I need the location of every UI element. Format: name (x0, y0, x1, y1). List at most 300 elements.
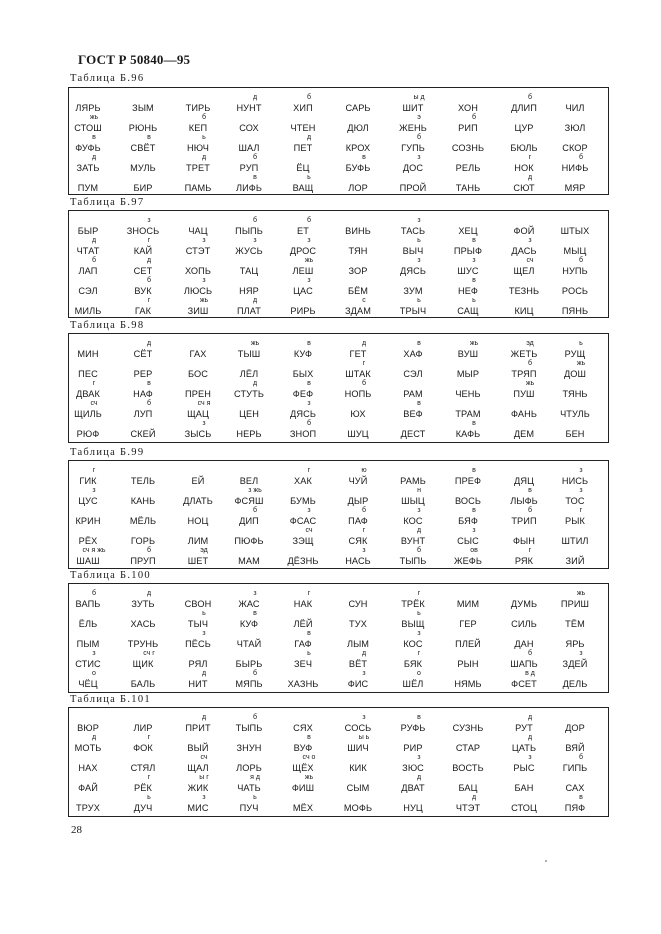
pronunciation-mark: в (92, 134, 96, 141)
word-cell: ТЫШ (237, 349, 261, 359)
pronunciation-mark: б (146, 547, 152, 554)
word-cell: БЯК (403, 659, 423, 669)
word-cell: ШУЦ (347, 429, 369, 439)
word-cell: БЕН (565, 429, 585, 439)
pronunciation-mark: г (417, 590, 421, 597)
pronunciation-mark: з (472, 527, 476, 534)
pronunciation-mark: жь (250, 340, 260, 347)
table-label: Таблица Б.97 (70, 197, 145, 208)
word-cell: ЩИК (132, 659, 154, 669)
word-cell: ЧТАТ (76, 246, 100, 256)
pronunciation-mark: з (528, 237, 532, 244)
word-cell: КАНЬ (130, 496, 156, 506)
word-cell: ЦУР (514, 123, 534, 133)
word-table (68, 210, 609, 318)
word-cell: ТЕЗНЬ (508, 286, 540, 296)
pronunciation-mark: з (417, 754, 421, 761)
pronunciation-mark: б (527, 94, 533, 101)
pronunciation-mark: б (252, 670, 258, 677)
word-cell: РЫН (457, 659, 479, 669)
word-cell: ЩАЦ (187, 409, 209, 419)
pronunciation-mark: д (201, 154, 207, 161)
word-cell: ЗУМ (403, 286, 423, 296)
word-table (68, 707, 609, 817)
pronunciation-mark: б (306, 420, 312, 427)
word-cell: НЮЧ (186, 143, 210, 153)
word-cell: ДЛАТЬ (183, 496, 213, 506)
word-cell: ЩЁХ (292, 763, 314, 773)
pronunciation-mark: г (579, 507, 583, 514)
word-cell: ЗИШ (187, 306, 209, 316)
word-cell: ШТЫХ (560, 226, 590, 236)
pronunciation-mark: ь (253, 794, 257, 801)
word-cell: МЯПЬ (235, 679, 263, 689)
word-cell: ШТИЛ (561, 536, 589, 546)
word-cell: РУП (239, 163, 259, 173)
pronunciation-mark: з (202, 420, 206, 427)
pronunciation-mark: б (527, 507, 533, 514)
word-cell: ФУФЬ (75, 143, 101, 153)
pronunciation-mark: д (527, 714, 533, 721)
word-cell: ВИНЬ (345, 226, 371, 236)
pronunciation-mark: б (416, 134, 422, 141)
pronunciation-mark: з (202, 630, 206, 637)
word-cell: ЗНОП (289, 429, 317, 439)
word-cell: МАМ (238, 556, 260, 566)
word-cell: САРЬ (345, 103, 371, 113)
word-cell: МИМ (456, 599, 480, 609)
word-cell: ЖАС (238, 599, 260, 609)
pronunciation-mark: з (307, 400, 311, 407)
word-cell: ЛОРЬ (236, 763, 262, 773)
word-cell: СИЛЬ (511, 619, 537, 629)
pronunciation-mark: б (578, 754, 584, 761)
word-cell: МЯР (564, 183, 586, 193)
word-cell: ЗДЕЙ (562, 659, 588, 669)
word-cell: ХЕЦ (458, 226, 478, 236)
word-cell: ЦАС (293, 286, 313, 296)
word-cell: ПРЕФ (454, 476, 482, 486)
word-cell: БУФЬ (345, 163, 371, 173)
word-cell: ДЮЛ (347, 123, 369, 133)
pronunciation-mark: я д (250, 774, 260, 781)
pronunciation-mark: з (579, 650, 583, 657)
pronunciation-mark: в (147, 380, 151, 387)
pronunciation-mark: жь (525, 380, 535, 387)
word-cell: ЗЮС (402, 763, 424, 773)
pronunciation-mark: б (578, 257, 584, 264)
word-cell: ПАМЬ (184, 183, 212, 193)
word-cell: НОК (514, 163, 534, 173)
word-cell: СКЕЙ (130, 429, 156, 439)
pronunciation-mark: в (307, 630, 311, 637)
word-cell: ДВАТ (401, 783, 425, 793)
pronunciation-mark: д (91, 154, 97, 161)
table-label: Таблица Б.101 (70, 694, 151, 705)
pronunciation-mark: г (147, 734, 151, 741)
word-cell: ВАПЬ (75, 599, 101, 609)
pronunciation-mark: ь (147, 794, 151, 801)
word-cell: ДУМЬ (510, 599, 538, 609)
pronunciation-mark: г (362, 527, 366, 534)
pronunciation-mark: г (147, 774, 151, 781)
word-cell: ТОС (565, 496, 585, 506)
pronunciation-mark: эд (526, 340, 534, 347)
pronunciation-mark: д (146, 340, 152, 347)
pronunciation-mark: жь (576, 590, 586, 597)
word-cell: СЭЛ (403, 369, 423, 379)
word-cell: ЁЛЬ (78, 619, 98, 629)
word-cell: НАФ (133, 389, 153, 399)
word-cell: ТРЁК (401, 599, 425, 609)
word-cell: ШАЛ (238, 143, 260, 153)
pronunciation-mark: б (91, 590, 97, 597)
word-cell: ГАХ (189, 349, 207, 359)
word-cell: ПЛАТ (236, 306, 262, 316)
word-cell: БАН (514, 783, 534, 793)
word-cell: ЛИФЬ (235, 183, 263, 193)
word-cell: ЧАЦ (188, 226, 208, 236)
pronunciation-mark: з (417, 507, 421, 514)
word-cell: ПРУП (130, 556, 156, 566)
word-cell: ЗУТЬ (131, 599, 155, 609)
word-cell: ЛАП (78, 266, 98, 276)
word-cell: ЧТЭТ (455, 803, 481, 813)
pronunciation-mark: жь (199, 297, 209, 304)
word-cell: СЮТ (513, 183, 535, 193)
word-cell: ЖЕФЬ (453, 556, 483, 566)
word-cell: ДЕСТ (400, 429, 426, 439)
pronunciation-mark: ь (472, 297, 476, 304)
pronunciation-mark: з (202, 794, 206, 801)
pronunciation-mark: д (91, 237, 97, 244)
word-cell: РУЩ (564, 349, 586, 359)
word-cell: ЁЦ (296, 163, 310, 173)
word-cell: СТИС (75, 659, 101, 669)
word-cell: КЕП (188, 123, 208, 133)
pronunciation-mark: д (201, 670, 207, 677)
word-cell: ТИРЬ (185, 103, 211, 113)
pronunciation-mark: сч я жь (82, 547, 106, 554)
word-cell: ЗАТЬ (76, 163, 100, 173)
word-cell: ВЫЩ (401, 619, 425, 629)
word-cell: ЛЫМ (346, 639, 370, 649)
pronunciation-mark: з (528, 754, 532, 761)
word-cell: ГИПЬ (562, 763, 588, 773)
word-cell: ЧТЕН (290, 123, 316, 133)
word-cell: ЦАТЬ (511, 743, 537, 753)
word-cell: БЯФ (458, 516, 478, 526)
word-cell: ДАН (514, 639, 534, 649)
word-cell: ВУК (134, 286, 152, 296)
word-cell: ГЕР (459, 619, 477, 629)
word-cell: СВЁТ (130, 143, 156, 153)
word-cell: ЗЫСЬ (184, 429, 212, 439)
pronunciation-mark: в (472, 467, 476, 474)
word-cell: ТРЯП (511, 369, 537, 379)
pronunciation-mark: г (307, 590, 311, 597)
word-cell: ДОР (565, 723, 585, 733)
word-cell: РАМЬ (400, 476, 426, 486)
pronunciation-mark: в (253, 174, 257, 181)
word-cell: ГАФ (294, 639, 312, 649)
word-cell: ФСАС (289, 516, 317, 526)
word-cell: ФОЙ (513, 226, 535, 236)
pronunciation-mark: з (92, 487, 96, 494)
pronunciation-mark: г (92, 467, 96, 474)
word-cell: ПРИТ (185, 723, 211, 733)
word-cell: ЮХ (350, 409, 366, 419)
word-cell: ТЫПЬ (399, 556, 427, 566)
word-cell: ШЫЦ (401, 496, 425, 506)
word-cell: СЯХ (293, 723, 313, 733)
word-cell: ПЛЕЙ (455, 639, 481, 649)
pronunciation-mark: ь (579, 340, 583, 347)
pronunciation-mark: ы д (413, 94, 425, 101)
pronunciation-mark: ь (202, 134, 206, 141)
word-cell: ТРУХ (76, 803, 100, 813)
word-cell: ФЫН (512, 536, 536, 546)
pronunciation-mark: з (362, 547, 366, 554)
word-cell: ХАЗНЬ (287, 679, 319, 689)
word-cell: ХИП (293, 103, 313, 113)
word-cell: ВЕЛ (239, 476, 259, 486)
word-cell: ЗНУН (236, 743, 262, 753)
word-cell: МИС (187, 803, 209, 813)
pronunciation-mark: з (579, 467, 583, 474)
word-cell: ЛИМ (187, 536, 209, 546)
word-cell: САЩ (457, 306, 479, 316)
pronunciation-mark: о (417, 670, 421, 677)
pronunciation-mark: б (252, 714, 258, 721)
word-cell: РЫС (513, 763, 535, 773)
word-cell: СТАР (455, 743, 481, 753)
word-cell: ГОРЬ (130, 536, 156, 546)
pronunciation-mark: б (252, 217, 258, 224)
pronunciation-mark: в (417, 714, 421, 721)
word-cell: ЛОР (348, 183, 368, 193)
word-cell: ЗЕЧ (293, 659, 313, 669)
pronunciation-mark: в (472, 507, 476, 514)
word-cell: ВОСЬ (454, 496, 482, 506)
pronunciation-mark: жь (469, 340, 479, 347)
word-cell: ЧЁЦ (78, 679, 98, 689)
pronunciation-mark: жь (304, 257, 314, 264)
word-cell: ЛЁЙ (293, 619, 313, 629)
word-cell: ФИШ (291, 783, 315, 793)
pronunciation-mark: ы ь (358, 734, 370, 741)
pronunciation-mark: в (472, 237, 476, 244)
pronunciation-mark: д (527, 174, 533, 181)
word-cell: ЧЕНЬ (455, 389, 481, 399)
pronunciation-mark: н (417, 487, 421, 494)
word-cell: ШТАК (345, 369, 371, 379)
word-cell: ЛЁЛ (239, 369, 259, 379)
pronunciation-mark: б (578, 154, 584, 161)
word-cell: ПЕТ (293, 143, 313, 153)
word-cell: НЕФ (457, 286, 479, 296)
word-cell: КУФ (293, 349, 313, 359)
word-cell: НУПЬ (562, 266, 588, 276)
pronunciation-mark: в (528, 487, 532, 494)
word-cell: СУЗНЬ (452, 723, 484, 733)
word-cell: ЛИР (133, 723, 153, 733)
pronunciation-mark: г (307, 467, 311, 474)
word-cell: СКОР (562, 143, 588, 153)
word-cell: СОХ (239, 123, 259, 133)
word-cell: НАСЬ (345, 556, 371, 566)
word-cell: ДЁЗНЬ (287, 556, 319, 566)
pronunciation-mark: з (579, 487, 583, 494)
word-cell: ЗЮЛ (564, 123, 586, 133)
pronunciation-mark: ь (417, 237, 421, 244)
word-cell: ШИТ (402, 103, 424, 113)
pronunciation-mark: д (471, 794, 477, 801)
word-cell: РЫК (565, 516, 585, 526)
word-cell: ВОСТЬ (452, 763, 484, 773)
word-cell: ЖУСЬ (235, 246, 263, 256)
word-cell: ЗИЙ (565, 556, 585, 566)
page-number: 28 (71, 824, 82, 836)
pronunciation-mark: д (306, 134, 312, 141)
word-cell: ЧТАЙ (236, 639, 262, 649)
pronunciation-mark: ь (307, 174, 311, 181)
pronunciation-mark: б (471, 114, 477, 121)
word-cell: ДЫР (347, 496, 369, 506)
word-cell: ЕЙ (191, 476, 205, 486)
word-cell: ЖЕНЬ (399, 123, 427, 133)
word-cell: КРОХ (345, 143, 371, 153)
word-cell: ТАНЬ (455, 183, 481, 193)
pronunciation-mark: г (528, 547, 532, 554)
pronunciation-mark: в (147, 134, 151, 141)
word-cell: КАЙ (133, 246, 153, 256)
word-cell: ДЕЛЬ (562, 679, 588, 689)
word-cell: РЯК (514, 556, 534, 566)
word-cell: ЗЫМ (132, 103, 154, 113)
word-cell: РЁХ (78, 536, 98, 546)
pronunciation-mark: г (362, 360, 366, 367)
word-cell: ТЁМ (565, 619, 585, 629)
word-cell: СТОЦ (511, 803, 537, 813)
document-title: ГОСТ Р 50840—95 (78, 52, 191, 67)
pronunciation-mark: жь (89, 114, 99, 121)
pronunciation-mark: б (146, 277, 152, 284)
pronunciation-mark: з (202, 237, 206, 244)
pronunciation-mark: ь (307, 650, 311, 657)
word-cell: ТАСЬ (400, 226, 426, 236)
word-cell: НОЦ (187, 516, 209, 526)
word-cell: МОФЬ (343, 803, 373, 813)
pronunciation-mark: з (307, 277, 311, 284)
word-cell: НИСЬ (561, 476, 589, 486)
pronunciation-mark: з (362, 714, 366, 721)
pronunciation-mark: б (252, 507, 258, 514)
pronunciation-mark: д (252, 380, 258, 387)
word-cell: ЧАТЬ (237, 783, 261, 793)
word-cell: МУЛЬ (130, 163, 156, 173)
word-cell: ВУШ (457, 349, 479, 359)
word-cell: ВЕФ (403, 409, 423, 419)
word-cell: ДОС (402, 163, 424, 173)
word-cell: ВЮР (77, 723, 99, 733)
word-cell: СЁТ (133, 349, 153, 359)
pronunciation-mark: сч (305, 527, 313, 534)
word-cell: ЯРЬ (565, 639, 585, 649)
word-cell: РЮФ (76, 429, 100, 439)
pronunciation-mark: в (307, 340, 311, 347)
pronunciation-mark: з (307, 507, 311, 514)
speck (545, 860, 547, 862)
word-cell: ЗЭЩ (292, 536, 314, 546)
pronunciation-mark: б (306, 94, 312, 101)
word-cell: НЯМЬ (454, 679, 482, 689)
word-cell: РАМ (403, 389, 423, 399)
word-cell: ДЛИП (511, 103, 537, 113)
pronunciation-mark: д (416, 774, 422, 781)
word-cell: ГИК (79, 476, 97, 486)
word-cell: ЛУП (133, 409, 153, 419)
pronunciation-mark: з (253, 237, 257, 244)
word-cell: РИРЬ (290, 306, 316, 316)
word-cell: КУФ (239, 619, 259, 629)
word-cell: РЕР (133, 369, 153, 379)
word-cell: ПЕС (78, 369, 98, 379)
pronunciation-mark: д (146, 257, 152, 264)
word-cell: ЦУС (78, 496, 98, 506)
word-cell: ДИП (239, 516, 259, 526)
word-cell: МЁХ (292, 803, 314, 813)
word-cell: ШЕТ (187, 556, 209, 566)
pronunciation-mark: д (252, 94, 258, 101)
word-cell: ДРОС (289, 246, 317, 256)
word-cell: ШАШ (76, 556, 100, 566)
word-cell: ПЮФЬ (234, 536, 264, 546)
pronunciation-mark: ю (361, 467, 367, 474)
word-cell: ХАСЬ (130, 619, 156, 629)
word-cell: СТЯЛ (130, 763, 156, 773)
word-cell: ПРЕН (185, 389, 211, 399)
pronunciation-mark: д (91, 734, 97, 741)
word-cell: ДЕМ (513, 429, 535, 439)
word-cell: СЕТ (133, 266, 153, 276)
word-cell: ЕТ (297, 226, 309, 236)
word-cell: БИР (133, 183, 153, 193)
pronunciation-mark: г (147, 297, 151, 304)
word-cell: ПРЫФ (453, 246, 483, 256)
word-cell: РУФЬ (400, 723, 426, 733)
word-cell: БЫРЬ (235, 659, 263, 669)
word-cell: ФОК (133, 743, 153, 753)
word-cell: РЯЛ (188, 659, 208, 669)
word-cell: МИЛЬ (74, 306, 102, 316)
pronunciation-mark: з (417, 217, 421, 224)
pronunciation-mark: в (417, 340, 421, 347)
pronunciation-mark: з (92, 650, 96, 657)
word-cell: ХОПЬ (184, 266, 212, 276)
pronunciation-mark: сч (200, 754, 208, 761)
word-cell: КИК (349, 763, 367, 773)
pronunciation-mark: б (146, 400, 152, 407)
word-cell: БЫР (77, 226, 99, 236)
pronunciation-mark: жь (304, 774, 314, 781)
word-cell: ТЫПЬ (235, 723, 263, 733)
word-cell: РИП (458, 123, 478, 133)
pronunciation-mark: з (253, 590, 257, 597)
word-cell: НАК (293, 599, 313, 609)
pronunciation-mark: б (361, 380, 367, 387)
word-cell: ВЁТ (348, 659, 368, 669)
